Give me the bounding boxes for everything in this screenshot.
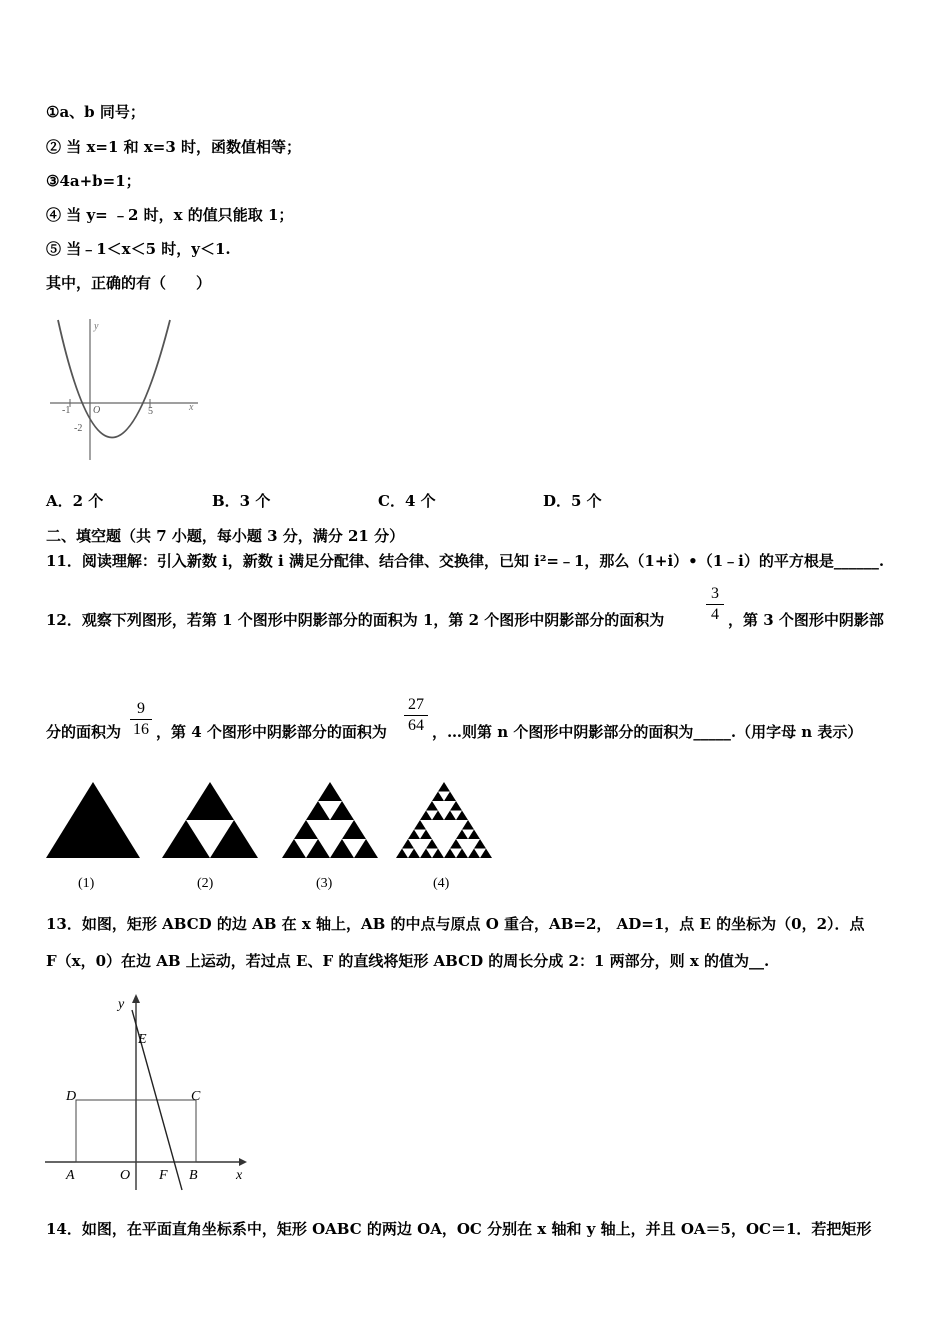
- triangle-fig1: [46, 782, 140, 858]
- option-a: A．2 个: [46, 492, 104, 510]
- statement-2: ② 当 x=1 和 x=3 时，函数值相等；: [46, 138, 302, 156]
- rectangle-figure: [40, 990, 255, 1200]
- svg-text:A: A: [66, 1168, 75, 1183]
- svg-text:B: B: [189, 1168, 198, 1183]
- caption-3: (3): [316, 876, 333, 891]
- fraction-27-64: 27 64: [404, 696, 428, 735]
- y-label: y: [94, 321, 99, 332]
- statement-1: ①a、b 同号；: [46, 103, 145, 121]
- question-13-line2: F（x，0）在边 AB 上运动，若过点 E、F 的直线将矩形 ABCD 的周长分成 2：1 两部分，则 x 的值为__.: [46, 952, 770, 970]
- option-d: D．5 个: [543, 492, 602, 510]
- svg-text:y: y: [118, 997, 125, 1012]
- question-14: 14．如图，在平面直角坐标系中，矩形 OABC 的两边 OA，OC 分别在 x 轴和 y 轴上，并且 OA＝5，OC＝1．若把矩形: [46, 1220, 872, 1238]
- question-tail: 其中，正确的有（ ）: [46, 274, 212, 292]
- question-13-line1: 13．如图，矩形 ABCD 的边 AB 在 x 轴上，AB 的中点与原点 O 重合，AB=2， AD=1，点 E 的坐标为（0，2）．点: [46, 915, 865, 933]
- svg-text:O: O: [120, 1168, 131, 1183]
- caption-2: (2): [197, 876, 214, 891]
- svg-text:D: D: [66, 1089, 77, 1104]
- neg1-label: -1: [62, 405, 71, 416]
- svg-text:E: E: [138, 1032, 147, 1047]
- parabola-curve: [58, 320, 170, 438]
- question-12-part2: ，第 3 个图形中阴影部: [728, 611, 884, 629]
- question-12-part3: 分的面积为: [46, 723, 122, 741]
- origin-label: O: [93, 405, 101, 416]
- question-11: 11．阅读理解：引入新数 i，新数 i 满足分配律、结合律、交换律，已知 i²=﹣1，那么（1+i）•（1﹣i）的平方根是______.: [46, 552, 885, 570]
- parabola-figure: [46, 315, 206, 465]
- five-label: 5: [148, 406, 153, 417]
- svg-text:x: x: [236, 1168, 243, 1183]
- caption-4: (4): [433, 876, 450, 891]
- svg-text:F: F: [159, 1168, 168, 1183]
- question-12-part1: 12．观察下列图形，若第 1 个图形中阴影部分的面积为 1，第 2 个图形中阴影部分的面积为: [46, 611, 665, 629]
- statement-5: ⑤ 当﹣1＜x＜5 时，y＜1.: [46, 240, 231, 258]
- fraction-3-4: 3 4: [706, 585, 724, 624]
- statement-3: ③4a+b=1；: [46, 172, 141, 190]
- neg2-label: -2: [74, 423, 83, 434]
- svg-text:C: C: [191, 1089, 201, 1104]
- caption-1: (1): [78, 876, 95, 891]
- fraction-9-16: 9 16: [130, 700, 152, 739]
- question-12-part5: ，…则第 n 个图形中阴影部分的面积为_____.（用字母 n 表示）: [432, 723, 863, 741]
- question-12-part4: ，第 4 个图形中阴影部分的面积为: [156, 723, 387, 741]
- option-c: C．4 个: [378, 492, 436, 510]
- x-label: x: [189, 402, 194, 413]
- section-title: 二、填空题（共 7 小题，每小题 3 分，满分 21 分）: [46, 527, 405, 545]
- option-b: B．3 个: [212, 492, 271, 510]
- statement-4: ④ 当 y= ﹣2 时，x 的值只能取 1；: [46, 206, 294, 224]
